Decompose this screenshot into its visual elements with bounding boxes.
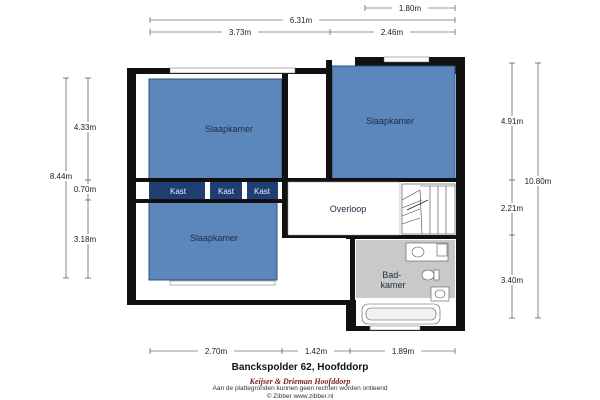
room-label-landing: Overloop (329, 204, 367, 214)
dim-left-outer: 8.44m (49, 172, 73, 181)
room-label-bedroom-left-bottom: Slaapkamer (189, 233, 239, 243)
window-bottom-right (370, 326, 420, 330)
dim-top-right-small: 1.80m (398, 4, 422, 13)
copyright: © Zibber www.zibber.nl (266, 393, 334, 400)
window-bottom-left (170, 281, 275, 285)
room-label-bathroom-line1: Bad- (382, 270, 402, 280)
dim-right-outer: 10.80m (524, 177, 552, 186)
room-label-bedroom-left-top: Slaapkamer (204, 124, 254, 134)
wall-horizontal-mid (136, 178, 286, 182)
dim-left-1: 4.33m (73, 123, 97, 132)
address-title: Banckspolder 62, Hoofddorp (231, 362, 369, 373)
window-top-right (384, 57, 429, 62)
wall-divider-top-right (326, 60, 332, 180)
disclaimer: Aan de plattegronden kunnen geen rechten worden ontleend (212, 385, 388, 392)
dim-right-1: 4.91m (500, 117, 524, 126)
dim-top-right: 2.46m (380, 28, 404, 37)
wall-horizontal-bottom-left (136, 199, 282, 203)
dim-bottom-3: 1.89m (391, 347, 415, 356)
wall-horizontal-mid-right (286, 178, 456, 182)
closet-label-3: Kast (253, 187, 271, 196)
dim-right-2: 2.21m (500, 204, 524, 213)
dim-left-3: 3.18m (73, 235, 97, 244)
room-label-bathroom (380, 270, 405, 290)
wall-bathroom-left (350, 235, 355, 306)
staircase (402, 184, 455, 234)
wall-divider-vertical (282, 68, 288, 238)
room-label-bathroom-line2: kamer (380, 280, 406, 290)
dim-bottom-1: 2.70m (204, 347, 228, 356)
closet-label-1: Kast (169, 187, 187, 196)
dim-right-3: 3.40m (500, 276, 524, 285)
room-label-bedroom-right-top: Slaapkamer (365, 116, 415, 126)
dim-top-total: 6.31m (289, 16, 313, 25)
wall-landing-bottom (282, 235, 352, 238)
closet-label-2: Kast (217, 187, 235, 196)
agent-name: Keijser & Drieman Hoofddorp (249, 377, 351, 386)
dim-bottom-2: 1.42m (304, 347, 328, 356)
dim-left-2: 0.70m (73, 185, 97, 194)
wall-bathroom-top (346, 235, 456, 239)
window-top-left (170, 68, 295, 73)
dim-top-left: 3.73m (228, 28, 252, 37)
